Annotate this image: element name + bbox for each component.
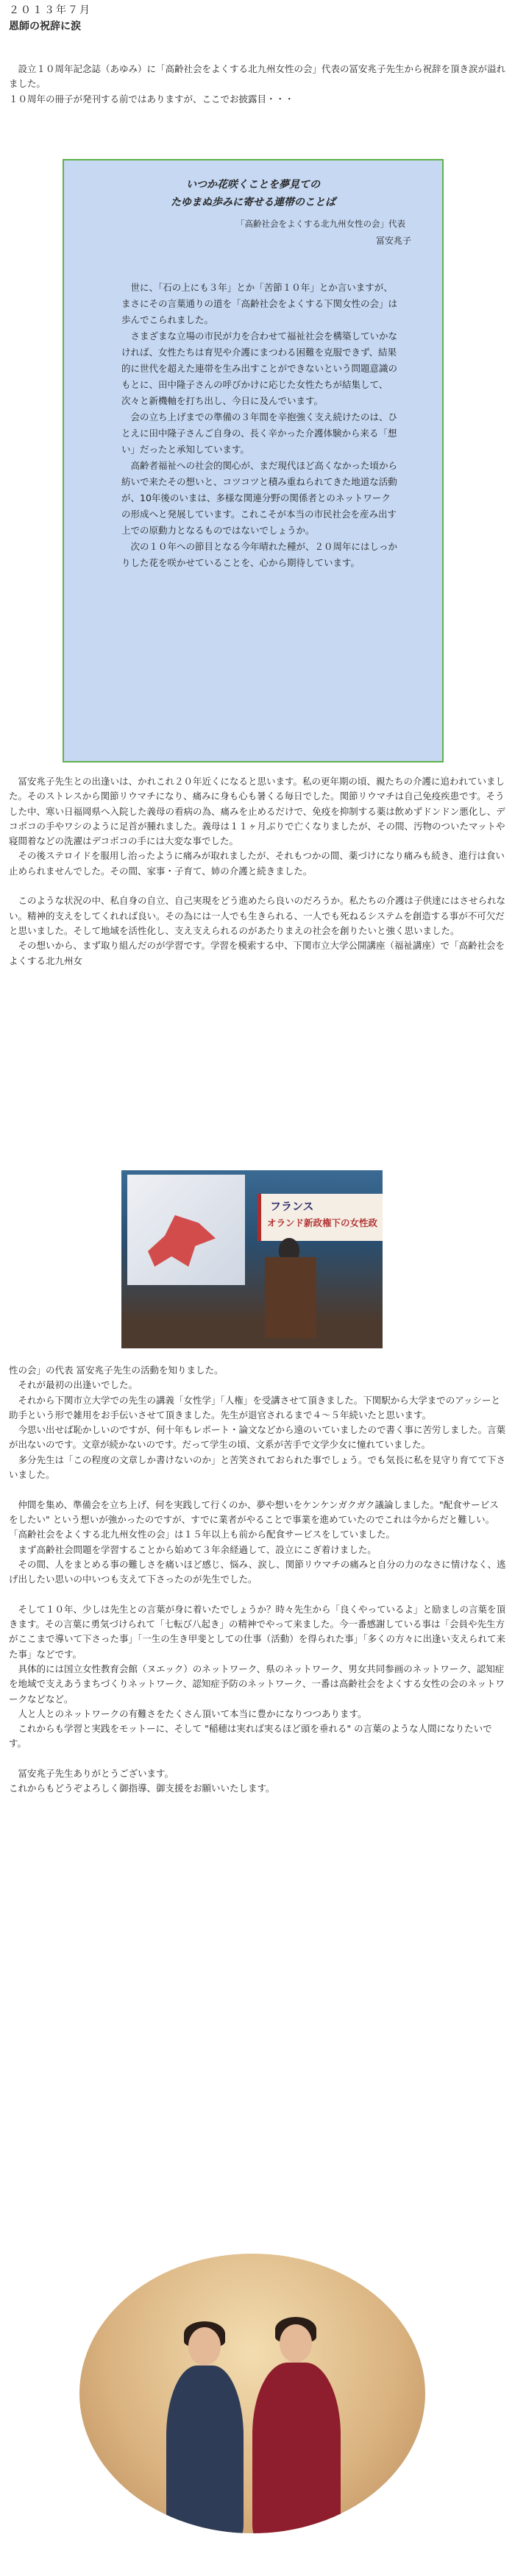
- message-body: 世に、「石の上にも３年」とか「苦節１０年」とか言いますが、まさにその言葉通りの道を「高齢社会をよくする下関女性の会」は歩んでこられました。 さまざまな立場の市民が力を合わせて福祉社会を構築していかなければ、女性たちは育児や介護にまつわる困難を克服できず、結果的に世代を超えた連帯を生み出すことができないという問題意識のもとに、田中隆子さんの呼びかけに応じた女性たちが結集して、次々と新機軸を打ち出し、今日に及んでいます。 会の立ち上げまでの準備の３年間を辛抱強く支え続けたのは、ひとえに田中隆子さんご自身の、長く辛かった介護体験から来る「想い」だったと承知しています。 高齢者福祉への社会的関心が、まだ現代ほど高くなかった頃から紡いで来たその想いと、コツコツと積み重ねられてきた地道な活動が、10年後のいまは、多様な関連分野の関係者とのネットワークの形成へと発展しています。これこそが本当の市民社会を産み出す上での原動力となるものではないでしょうか。 次の１０年への節目となる今年晴れた種が、２０周年にはしっかりした花を咲かせていることを、心から期待しています。: [121, 282, 398, 568]
- article-body-part-1: 冨安兆子先生との出逢いは、かれこれ２０年近くになると思います。私の更年期の頃、親たちの介護に追われていました。そのストレスから関節リウマチになり、痛みに身も心も暑くる毎日でした。関節リウマチは自己免疫疾患です。そうした中、寒い日福岡県へ入院した義母の看病の為、痛みを止めるだけで、免疫を抑制する薬は飲めずドンドン悪化し、デコボコの手やワシのように足首が腫れました。義母は１１ヶ月ぶりで亡くなりましたが、その間、汚物のついたマットや寝間着などの洗濯はデコボコの手には大変な事でした。 その後ステロイドを服用し治ったように痛みが取れましたが、それもつかの間、薬づけになり痛みも続き、進行は食い止められませんでした。その間、家事・子育て、姉の介護と続きました。 このような状況の中、私自身の自立、自己実現をどう進めたら良いのだろうか。私たちの介護は子供達にはさせられない。精神的支えをしてくれれば良い。その為には一人でも生きられる、一人でも死ねるシステムを創造する事が不可欠だと思いました。そして地域を活性化し、支え支えられるのがあたりまえの社会を創りたいと強く思いました。 その想いから、まず取り組んだのが学習です。学習を模索する中、下関市立大学公開講座（福祉講座）で「高齢社会をよくする北九州女: [9, 776, 506, 966]
- lecture-photo: [121, 1170, 383, 1348]
- message-author: 冨安兆子: [375, 236, 411, 246]
- article-title: 恩師の祝辞に涙: [9, 21, 81, 32]
- intro-paragraph: 設立１０周年記念誌（あゆみ）に「高齢社会をよくする北九州女性の会」代表の冨安兆子先生から祝辞を頂き涙が溢れました。 １０周年の冊子が発刊する前ではありますが、ここでお披露目・・・: [9, 63, 506, 105]
- map-graphic: [148, 1215, 216, 1267]
- article-body-part-2: 性の会」の代表 冨安兆子先生の活動を知りました。 それが最初の出逢いでした。 それから下関市立大学での先生の講義「女性学」「人権」を受講させて頂きました。下関駅から大学までのアッシーと助手という形で雑用をお手伝いさせて頂きました。先生が退官されるまで４～５年続いたと思います。 今思い出せば恥かしいのですが、何十年もレポート・論文などから遠のいていましたので書く事に苦労しました。言葉が出ないのです。文章が続かないのです。だって学生の頃、文系が苦手で文学少女に憧れていました。 多分先生は「この程度の文章しか書けないのか」と苦笑されておられた事でしょう。でも気長に私を見守り育てて下さいました。 仲間を集め、準備会を立ち上げ、何を実践して行くのか、夢や想いをケンケンガクガク議論しました。"配食サービスをしたい" という想いが強かったのですが、すでに業者がやることで事業を進めていたのでこれは今からだと難しい。「高齢社会をよくする北九州女性の会」は１５年以上も前から配食サービスをしていました。 まず高齢社会問題を学習することから始めて３年余経過して、設立にこぎ着けました。 その間、人をまとめる事の難しさを痛いほど感じ、悩み、涙し、関節リウマチの痛みと自分の力のなさに情けなく、逃げ出したい思いの中いつも支えて下さったのが先生でした。 そして１０年、少しは先生との言葉が身に着いたでしょうか？時々先生から「良くやっているよ」と励ましの言葉を頂きます。その言葉に勇気づけられて「七転び八起き」の精神でやって来ました。今一番感謝している事は「会員や先生方がここまで導いて下さった事」「一生の生き甲斐としての仕事（活動）を得られた事」「多くの方々に出逢い支えられて来た事」などです。 具体的には国立女性教育会館（ヌエック）のネットワーク、県のネットワーク、男女共同参画のネットワーク、認知症を地域で支えあうまちづくりネットワーク、認知症予防のネットワーク、一番は高齢社会をよくする女性の会のネットワークなどなど。 人と人とのネットワークの有難さをたくさん頂いて本当に豊かになりつつあります。 これからも学習と実践をモットーに、そして "稲穂は実れば実るほど頭を垂れる" の言葉のような人間になりたいです。 冨安兆子先生ありがとうございます。 これからもどうぞよろしく御指導、御支援をお願いいたします。: [9, 1365, 506, 1794]
- person-right-face: [280, 2324, 312, 2363]
- podium: [265, 1257, 316, 1338]
- person-left: [166, 2366, 244, 2533]
- person-right: [252, 2363, 341, 2533]
- banner-text-line-2: オランド新政権下の女性政: [267, 1217, 378, 1228]
- message-heading-line-1: いつか花咲くことを夢見ての: [186, 179, 320, 191]
- banner-text-line-1: フランス: [270, 1200, 314, 1213]
- person-left-face: [188, 2327, 221, 2366]
- projection-screen: [127, 1175, 245, 1285]
- lecture-banner: [258, 1194, 383, 1241]
- congratulatory-message-box: [63, 159, 444, 762]
- message-author-affiliation: 「高齢社会をよくする北九州女性の会」代表: [236, 219, 405, 229]
- message-heading-line-2: たゆまぬ歩みに寄せる連帯のことば: [171, 197, 335, 208]
- article-date: ２０１３年７月: [9, 4, 91, 16]
- portrait-photo: [79, 2254, 425, 2533]
